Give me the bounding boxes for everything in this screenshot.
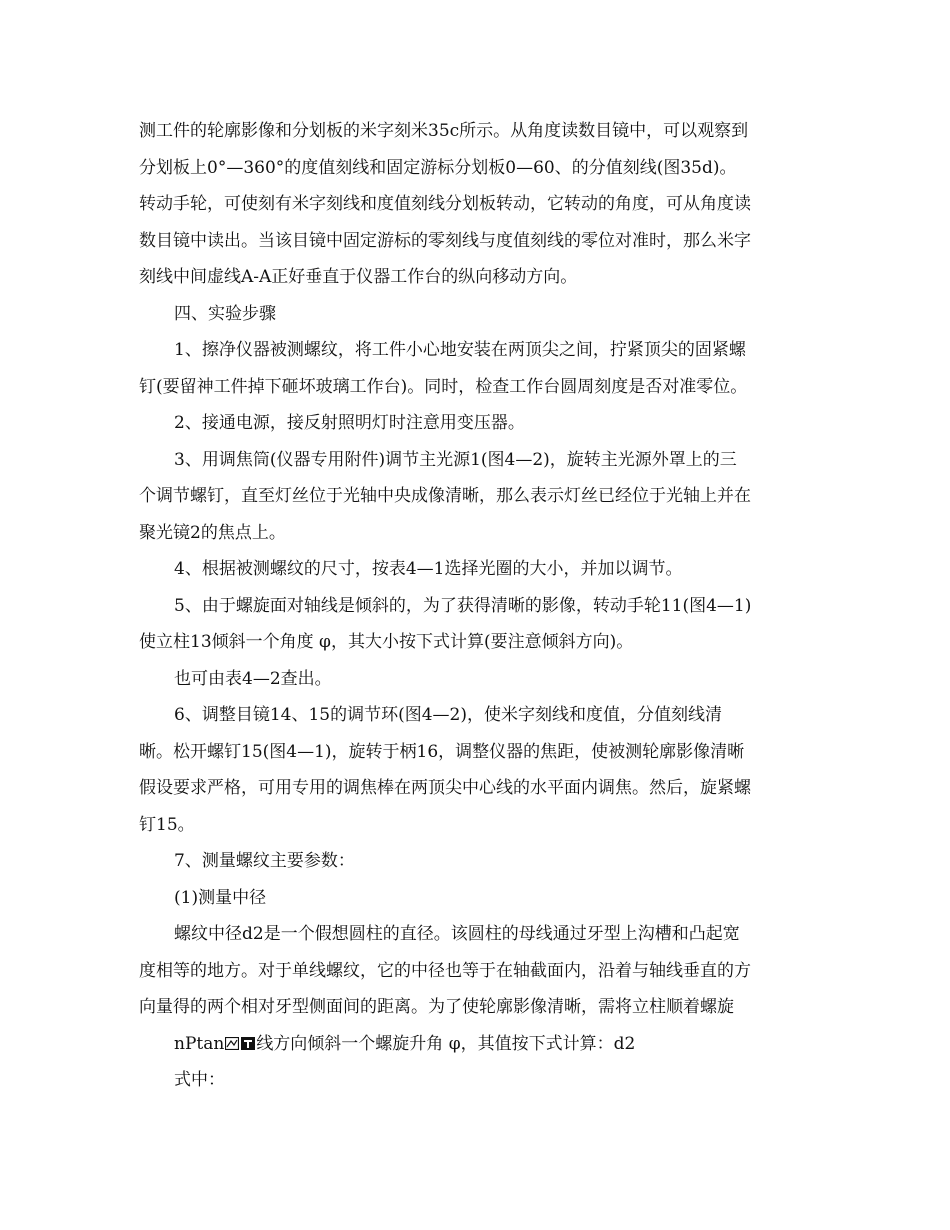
step-3-line-1: 3、用调焦筒(仪器专用附件)调节主光源1(图4—2)，旋转主光源外罩上的三	[174, 449, 737, 470]
where-label: 式中：	[174, 1070, 225, 1090]
formula-line	[139, 1026, 818, 1063]
step-6-line-2: 晰。松开螺钉15(图4—1)，旋转于柄16，调整仪器的焦距，使被测轮廓影像清晰	[139, 741, 745, 762]
table-lookup-note: 也可由表4—2查出。	[174, 668, 332, 689]
paragraph-line-3: 转动手轮，可使刻有米字刻线和度值刻线分划板转动，它转动的角度，可从角度读	[139, 194, 751, 214]
step-7-heading: 7、测量螺纹主要参数：	[174, 851, 355, 871]
broken-formula-glyph-icon	[225, 1037, 239, 1050]
paragraph-line-4: 数目镜中读出。当该目镜中固定游标的零刻线与度值刻线的零位对准时，那么米字	[139, 230, 751, 251]
step-3-line-3: 聚光镜2的焦点上。	[139, 522, 286, 543]
step-1-line-2: 钉(要留神工件掉下砸坏玻璃工作台)。同时，检查工作台圆周刻度是否对准零位。	[139, 376, 748, 397]
paragraph-line-1: 测工件的轮廓影像和分划板的米字刻米35c所示。从角度读数目镜中，可以观察到	[139, 121, 749, 141]
step-6-line-3: 假设要求严格，可用专用的调焦棒在两顶尖中心线的水平面内调焦。然后，旋紧螺	[139, 778, 751, 798]
broken-formula-glyph-icon	[241, 1037, 255, 1050]
step-4: 4、根据被测螺纹的尺寸，按表4—1选择光圈的大小，并加以调节。	[174, 559, 683, 579]
step-5-line-2: 使立柱13倾斜一个角度 φ，其大小按下式计算(要注意倾斜方向)。	[139, 632, 634, 652]
pitch-diameter-line-2: 度相等的地方。对于单线螺纹，它的中径也等于在轴截面内，沿着与轴线垂直的方	[139, 960, 751, 981]
pitch-diameter-line-1: 螺纹中径d2是一个假想圆柱的直径。该圆柱的母线通过牙型上沟槽和凸起宽	[174, 924, 740, 944]
step-2: 2、接通电源，接反射照明灯时注意用变压器。	[174, 413, 525, 433]
substep-1-heading: (1)测量中径	[174, 887, 267, 908]
step-6-line-1: 6、调整目镜14、15的调节环(图4—2)，使米字刻线和度值，分值刻线清	[174, 705, 722, 725]
formula-prefix: nPtan	[174, 1033, 225, 1054]
step-5-line-1: 5、由于螺旋面对轴线是倾斜的，为了获得清晰的影像，转动手轮11(图4—1)	[174, 595, 752, 616]
step-6-line-4: 钉15。	[139, 814, 195, 835]
paragraph-line-5: 刻线中间虚线A-A正好垂直于仪器工作台的纵向移动方向。	[139, 267, 578, 287]
formula-suffix: 线方向倾斜一个螺旋升角 φ，其值按下式计算：d2	[256, 1033, 636, 1054]
paragraph-line-2: 分划板上0°—360°的度值刻线和固定游标分划板0—60、的分值刻线(图35d)。	[139, 157, 737, 178]
step-3-line-2: 个调节螺钉，直至灯丝位于光轴中央成像清晰，那么表示灯丝已经位于光轴上并在	[139, 486, 751, 506]
step-1-line-1: 1、擦净仪器被测螺纹，将工件小心地安装在两顶尖之间，拧紧顶尖的固紧螺	[174, 340, 746, 360]
pitch-diameter-line-3: 向量得的两个相对牙型侧面间的距离。为了使轮廓影像清晰，需将立柱顺着螺旋	[139, 997, 734, 1017]
section-heading: 四、实验步骤	[174, 303, 276, 324]
